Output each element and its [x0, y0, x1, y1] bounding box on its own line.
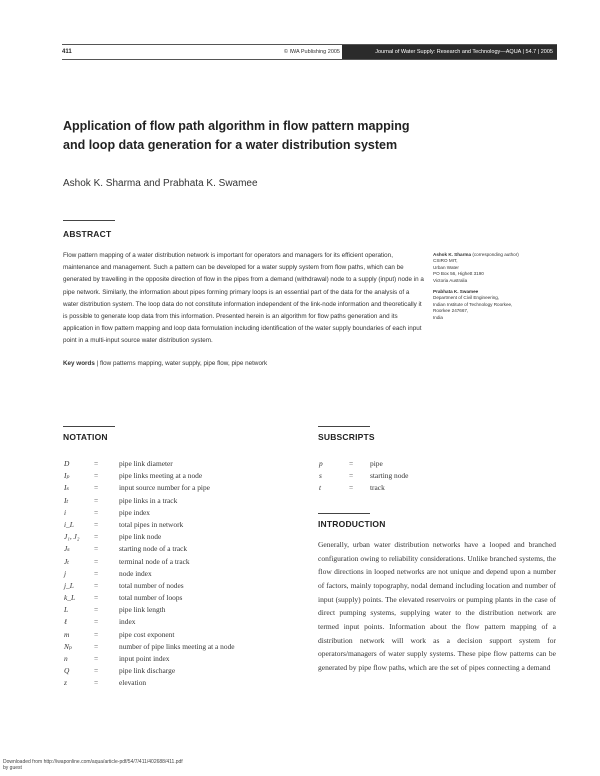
notation-definition: total number of nodes — [119, 580, 184, 590]
affiliation-line: Department of Civil Engineering, — [433, 295, 500, 301]
notation-definition: total pipes in network — [119, 519, 184, 529]
subscript-eq: = — [349, 471, 354, 481]
notation-definition: pipe link discharge — [119, 666, 176, 676]
notation-eq: = — [94, 568, 99, 578]
notation-symbol: Iₚ — [64, 471, 70, 481]
subscripts-heading: SUBSCRIPTS — [318, 432, 375, 442]
notation-definition: input point index — [119, 654, 170, 663]
page-number: 411 — [62, 49, 72, 55]
notation-symbol: L — [64, 605, 69, 615]
notation-row — [63, 641, 303, 653]
notation-symbol: Nₚ — [64, 641, 72, 651]
notation-symbol: J₁, J₂ — [64, 532, 80, 542]
subscripts-rule — [318, 426, 370, 427]
notation-eq: = — [94, 580, 99, 590]
notation-row — [63, 519, 303, 531]
notation-definition: elevation — [119, 678, 147, 688]
notation-definition: pipe link node — [119, 532, 162, 542]
publisher-notice: © IWA Publishing 2005 — [283, 49, 340, 55]
notation-definition: number of pipe links meeting at a node — [119, 641, 235, 651]
notation-row — [63, 543, 303, 555]
subscript-definition: starting node — [370, 471, 409, 481]
notation-eq: = — [94, 507, 99, 517]
notation-heading: NOTATION — [63, 432, 108, 442]
article-authors: Ashok K. Sharma and Prabhata K. Swamee — [63, 178, 258, 189]
notation-row — [63, 677, 303, 689]
journal-citation: Journal of Water Supply: Research and Technology—AQUA | 54.7 | 2005 — [342, 45, 557, 59]
affiliation-1 — [433, 252, 563, 284]
notation-definition: pipe links in a track — [119, 495, 178, 505]
journal-name: Journal of Water Supply: Research and Technology—AQUA — [375, 49, 522, 55]
notation-symbol: m — [64, 629, 70, 639]
notation-definition: pipe link length — [119, 605, 166, 615]
notation-row — [63, 458, 303, 470]
notation-eq: = — [94, 593, 99, 603]
notation-symbol: i_L — [64, 519, 74, 529]
notation-eq: = — [94, 654, 99, 663]
author-affiliations — [433, 252, 563, 326]
subscript-symbol: t — [319, 483, 322, 493]
affiliation-line: Victoria Australia — [433, 277, 468, 283]
notation-row — [63, 568, 303, 580]
notation-symbol: Jₜ — [64, 556, 70, 566]
notation-eq: = — [94, 495, 99, 505]
keywords-line: Key words | flow patterns mapping, water supply, pipe flow, pipe network — [63, 360, 268, 367]
notation-row — [63, 653, 303, 665]
subscript-definition: track — [370, 483, 385, 493]
notation-row — [63, 616, 303, 628]
notation-definition: node index — [119, 568, 152, 578]
notation-row — [63, 531, 303, 543]
notation-definition: input source number for a pipe — [119, 483, 210, 493]
affiliation-line: Urban Water — [433, 264, 459, 270]
subscript-definition: pipe — [370, 459, 383, 468]
subscript-row — [318, 482, 518, 494]
introduction-rule — [318, 513, 370, 514]
download-footer — [3, 759, 183, 771]
notation-eq: = — [94, 666, 99, 676]
journal-year: 2005 — [540, 49, 553, 55]
subscripts-list — [318, 458, 518, 495]
notation-row — [63, 495, 303, 507]
notation-symbol: j_L — [64, 580, 74, 590]
notation-eq: = — [94, 617, 99, 627]
subscript-symbol: s — [319, 471, 322, 481]
notation-symbol: n — [64, 654, 68, 663]
abstract-text: Flow pattern mapping of a water distribution network is important for operators and managers for its efficient operation, maintenance and management. Such a pattern can be developed for a water supply system from flow paths, which can be generated by travelling in the opposite direction of flow in the pipes from a demand (withdrawal) node to a supply (input) node in a pipe network. Similarly, the information about pipes forming primary loops is an essential part of the data for the analysis of a water distribution system. The loop data do not constitute information independent of the link-node information and theoretically it is possible to generate loop data from this information. Presented herein is an algorithm for flow paths generation and its application in flow pattern mapping and loop data formulation including identification of the water supply boundaries of each input point in a multi-input source water distribution system. — [63, 252, 424, 345]
download-user: by guest — [3, 765, 22, 771]
download-source: Downloaded from http://iwaponline.com/aqua/article-pdf/54/7/411/402688/411.pdf — [3, 759, 183, 765]
notation-definition: pipe cost exponent — [119, 629, 175, 639]
notation-definition: index — [119, 617, 136, 627]
notation-eq: = — [94, 629, 99, 639]
affiliation-2 — [433, 289, 563, 321]
notation-row — [63, 629, 303, 641]
affiliation-name: Ashok K. Sharma — [433, 252, 472, 257]
affiliation-line: PO Box 56, Highett 3190 — [433, 271, 484, 277]
notation-symbol: ℓ — [64, 617, 68, 627]
notation-eq: = — [94, 483, 99, 493]
notation-symbol: k_L — [64, 593, 76, 603]
affiliation-line: Indian Institute of Technology Roorkee, — [433, 301, 513, 307]
notation-symbol: z — [64, 678, 67, 688]
notation-eq: = — [94, 641, 99, 651]
notation-symbol: i — [64, 507, 67, 517]
journal-volume: 54.7 — [525, 49, 537, 55]
affiliation-line: CSIRO MIT, — [433, 258, 458, 264]
notation-symbol: Iₛ — [64, 483, 69, 493]
introduction-heading: INTRODUCTION — [318, 519, 386, 529]
notation-eq: = — [94, 556, 99, 566]
affiliation-line: Roorkee 247667, — [433, 308, 469, 314]
notation-eq: = — [94, 605, 99, 615]
introduction-text: Generally, urban water distribution networks have a looped and branched configuration owing to reliability considerations. Unlike branched systems, the flow directions in looped networks are not unique and depend upon a number of factors, mainly topography, nodal demand including location and number of input (supply) points. The elevated reservoirs or pumping plants in the case of direct pumping systems, supplying water to the distribution network are termed input points. Information about the flow pattern mapping of a distribution network will work as a decision support system for operators/managers of water supply systems. These pipe flow patterns can be generated by pipe flow paths, which are the set of pipes connecting a demand — [318, 540, 556, 672]
notation-row — [63, 470, 303, 482]
notation-symbol: Q — [64, 666, 70, 676]
abstract-heading: ABSTRACT — [63, 229, 112, 239]
notation-list — [63, 458, 303, 690]
subscript-symbol: p — [319, 459, 323, 468]
notation-definition: terminal node of a track — [119, 556, 190, 566]
subscript-eq: = — [349, 483, 354, 493]
notation-symbol: Iₜ — [64, 495, 69, 505]
notation-row — [63, 592, 303, 604]
notation-definition: pipe index — [119, 507, 150, 517]
notation-row — [63, 556, 303, 568]
affiliation-role: (corresponding author) — [472, 252, 519, 257]
keywords-label: Key words — [63, 360, 95, 367]
affiliation-line: India — [433, 314, 443, 320]
notation-eq: = — [94, 532, 99, 542]
notation-row — [63, 580, 303, 592]
journal-header-bar — [62, 44, 557, 60]
notation-eq: = — [94, 519, 99, 529]
affiliation-name: Prabhata K. Swamee — [433, 289, 479, 295]
notation-eq: = — [94, 471, 99, 481]
notation-rule — [63, 426, 115, 427]
abstract-rule — [63, 220, 115, 221]
notation-row — [63, 507, 303, 519]
notation-eq: = — [94, 459, 99, 468]
subscript-row — [318, 458, 518, 470]
notation-definition: starting node of a track — [119, 544, 188, 554]
notation-symbol: Jₛ — [64, 544, 70, 554]
notation-definition: pipe links meeting at a node — [119, 471, 203, 481]
article-title: Application of flow path algorithm in flow pattern mapping and loop data generation for a water distribution system — [63, 119, 410, 152]
keywords-list: flow patterns mapping, water supply, pipe flow, pipe network — [100, 360, 268, 367]
notation-eq: = — [94, 544, 99, 554]
notation-symbol: j — [64, 568, 67, 578]
notation-definition: total number of loops — [119, 593, 183, 603]
notation-row — [63, 604, 303, 616]
subscript-row — [318, 470, 518, 482]
notation-row — [63, 665, 303, 677]
notation-symbol: D — [64, 459, 70, 468]
notation-row — [63, 482, 303, 494]
subscript-eq: = — [349, 459, 354, 468]
notation-eq: = — [94, 678, 99, 688]
notation-definition: pipe link diameter — [119, 459, 173, 468]
